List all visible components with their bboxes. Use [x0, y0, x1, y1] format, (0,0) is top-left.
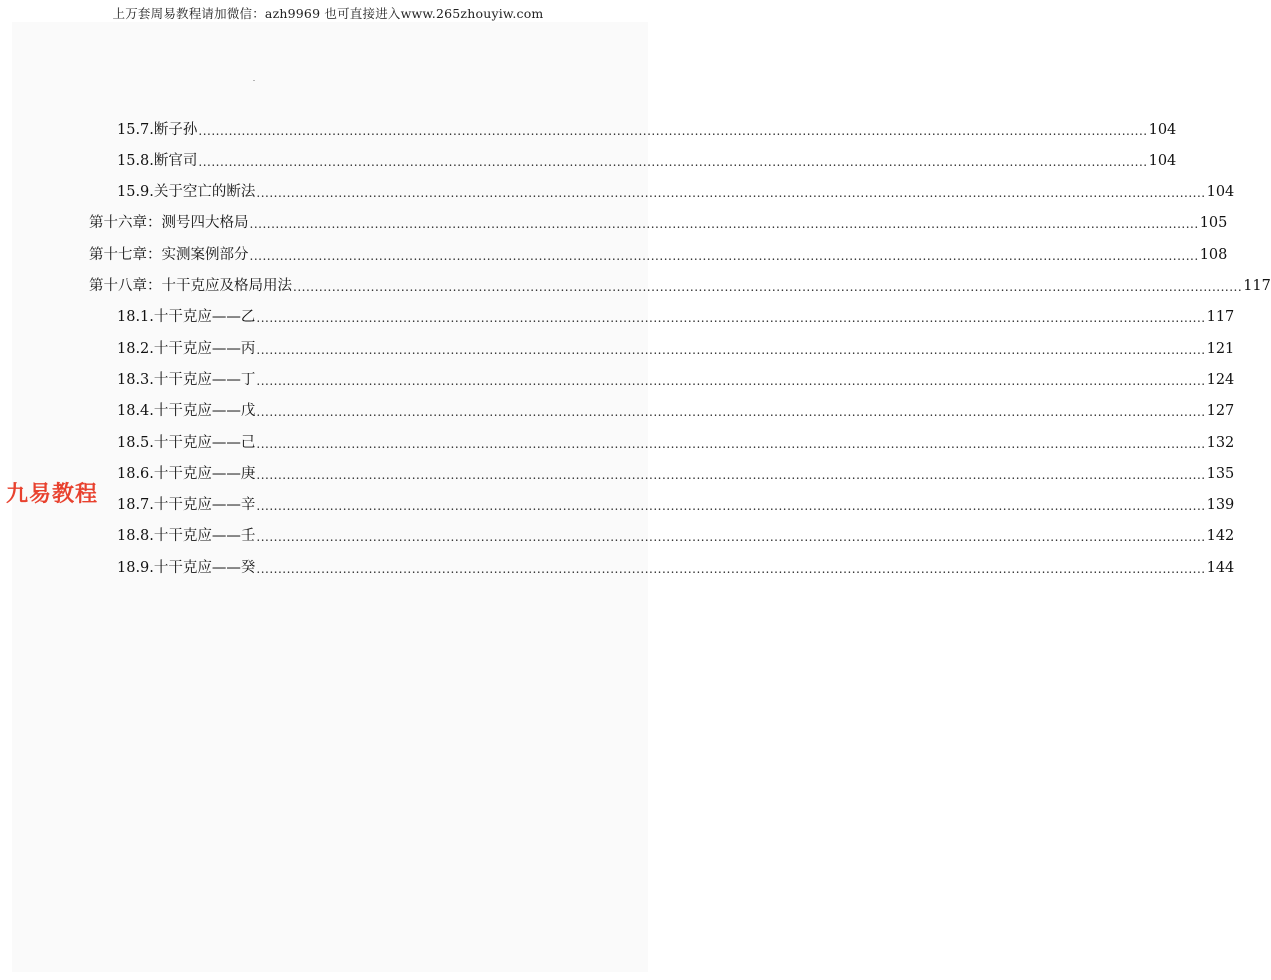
toc-dot-leader: ............................................................................................................................................................................................................................	[256, 437, 1206, 451]
toc-entry[interactable]	[117, 555, 1235, 577]
toc-entry[interactable]	[117, 461, 1235, 483]
toc-dot-leader: ............................................................................................................................................................................................................................	[198, 124, 1148, 138]
toc-entry[interactable]	[117, 523, 1235, 545]
toc-entry-page: 135	[1206, 466, 1235, 482]
toc-dot-leader: ............................................................................................................................................................................................................................	[256, 186, 1206, 200]
toc-entry-title: 15.9.关于空亡的断法	[117, 184, 256, 200]
watermark-logo-text: 九易教程	[6, 482, 99, 507]
toc-dot-leader: ............................................................................................................................................................................................................................	[256, 343, 1206, 357]
toc-chapter-entry[interactable]	[89, 273, 1271, 295]
toc-entry[interactable]	[117, 430, 1235, 452]
toc-entry-page: 117	[1206, 309, 1235, 325]
toc-entry-page: 108	[1199, 247, 1228, 263]
toc-dot-leader: ............................................................................................................................................................................................................................	[256, 405, 1206, 419]
toc-dot-leader: ............................................................................................................................................................................................................................	[249, 249, 1199, 263]
toc-entry-title: 18.8.十干克应——壬	[117, 528, 256, 544]
toc-entry-title: 18.1.十干克应——乙	[117, 309, 256, 325]
toc-dot-leader: ............................................................................................................................................................................................................................	[256, 530, 1206, 544]
toc-entry-title: 18.5.十干克应——己	[117, 435, 256, 451]
toc-dot-leader: ............................................................................................................................................................................................................................	[256, 499, 1206, 513]
toc-entry-page: 104	[1148, 122, 1177, 138]
toc-entry-page: 104	[1148, 153, 1177, 169]
toc-entry-title: 15.8.断官司	[117, 153, 198, 169]
toc-entry[interactable]	[117, 398, 1235, 420]
toc-entry-page: 104	[1206, 184, 1235, 200]
toc-entry-title: 第十八章：十干克应及格局用法	[89, 278, 292, 294]
toc-entry[interactable]	[117, 367, 1235, 389]
toc-entry-page: 117	[1243, 278, 1271, 294]
toc-entry-title: 18.9.十干克应——癸	[117, 560, 256, 576]
toc-entry-page: 121	[1206, 341, 1235, 357]
toc-entry-title: 18.2.十干克应——丙	[117, 341, 256, 357]
toc-entry[interactable]	[117, 492, 1235, 514]
toc-entry-title: 15.7.断子孙	[117, 122, 198, 138]
toc-dot-leader: ............................................................................................................................................................................................................................	[256, 374, 1206, 388]
toc-entry[interactable]	[117, 304, 1235, 326]
page-header-banner: 上万套周易教程请加微信：azh9969 也可直接进入www.265zhouyiw.com	[112, 6, 544, 21]
toc-entry-page: 132	[1206, 435, 1235, 451]
toc-entry-page: 127	[1206, 403, 1235, 419]
toc-entry-title: 18.7.十干克应——辛	[117, 497, 256, 513]
toc-entry-page: 124	[1206, 372, 1235, 388]
toc-entry-title: 18.3.十干克应——丁	[117, 372, 256, 388]
toc-entry-page: 139	[1206, 497, 1235, 513]
toc-entry-title: 18.4.十干克应——戊	[117, 403, 256, 419]
toc-entry-title: 第十七章：实测案例部分	[89, 247, 249, 263]
toc-entry-page: 142	[1206, 528, 1235, 544]
toc-dot-leader: ............................................................................................................................................................................................................................	[249, 217, 1199, 231]
toc-dot-leader: ............................................................................................................................................................................................................................	[256, 562, 1206, 576]
toc-dot-leader: ............................................................................................................................................................................................................................	[293, 280, 1243, 294]
toc-entry-title: 第十六章：测号四大格局	[89, 215, 249, 231]
toc-chapter-entry[interactable]	[89, 242, 1228, 264]
toc-entry-title: 18.6.十干克应——庚	[117, 466, 256, 482]
toc-entry[interactable]	[117, 117, 1177, 139]
toc-dot-leader: ............................................................................................................................................................................................................................	[256, 311, 1206, 325]
toc-entry[interactable]	[117, 179, 1235, 201]
toc-entry-page: 144	[1206, 560, 1235, 576]
toc-entry-page: 105	[1199, 215, 1228, 231]
toc-entry[interactable]	[117, 148, 1177, 170]
toc-dot-leader: ............................................................................................................................................................................................................................	[198, 155, 1148, 169]
toc-entry[interactable]	[117, 336, 1235, 358]
toc-dot-leader: ............................................................................................................................................................................................................................	[256, 468, 1206, 482]
toc-chapter-entry[interactable]	[89, 210, 1228, 232]
